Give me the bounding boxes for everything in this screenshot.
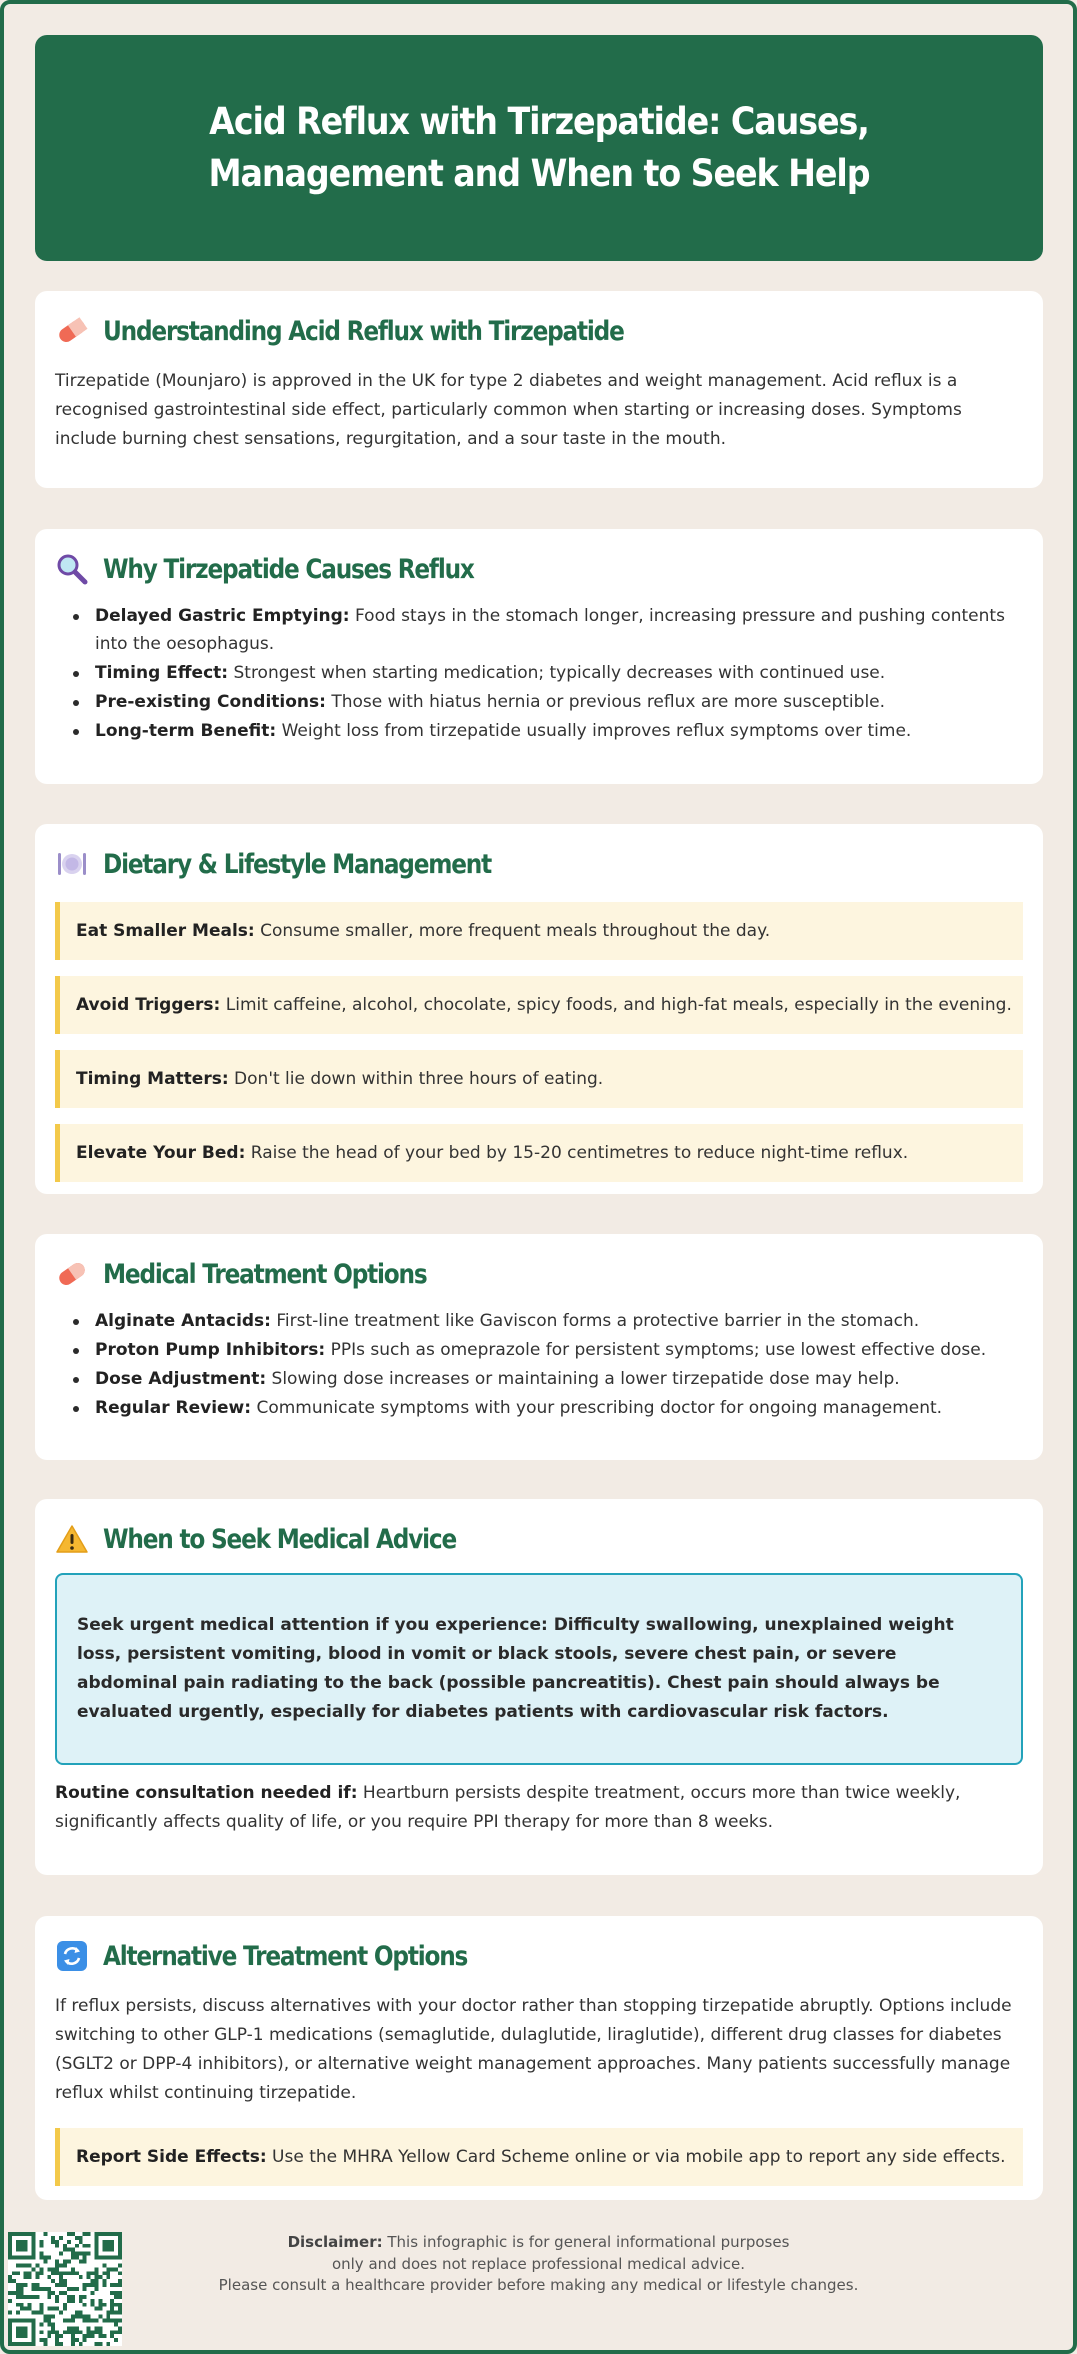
advice-card — [35, 1499, 1043, 1875]
routine-consultation-text — [55, 1779, 1023, 1837]
alternatives-card — [35, 1916, 1043, 2200]
disclaimer-text-1: This infographic is for general informational purposes — [387, 2233, 790, 2251]
item-label: Proton Pump Inhibitors: — [95, 1340, 326, 1360]
causes-list — [55, 603, 1023, 745]
item-text: Slowing dose increases or maintaining a lower tirzepatide dose may help. — [271, 1369, 900, 1389]
list-item — [95, 718, 1023, 746]
list-item — [95, 1366, 1023, 1394]
alternatives-title: Alternative Treatment Options — [103, 1940, 468, 1972]
pill-icon — [55, 314, 89, 348]
tip-label: Eat Smaller Meals: — [76, 921, 255, 941]
report-label: Report Side Effects: — [76, 2147, 267, 2167]
tip-box — [55, 902, 1023, 960]
alternatives-text: If reflux persists, discuss alternatives with your doctor rather than stopping tirzepatide abruptly. Options include switching to other GLP-1 medications (semaglutide, dulaglutide, liraglutide), different drug classes for diabetes (SGLT2 or DPP-4 inhibitors), or alternative weight management approaches. Many patients successfully manage reflux whilst continuing tirzepatide. — [55, 1996, 1012, 2103]
urgent-alert-box: Seek urgent medical attention if you experience: Difficulty swallowing, unexplained weight loss, persistent vomiting, blood in vomit or black stools, severe chest pain, or severe abdominal pain radiating to the back (possible pancreatitis). Chest pain should always be evaluated urgently, especially for diabetes patients with cardiovascular risk factors. — [55, 1573, 1023, 1765]
item-text: First-line treatment like Gaviscon forms a protective barrier in the stomach. — [276, 1311, 920, 1331]
list-item — [95, 603, 1023, 658]
item-label: Timing Effect: — [95, 662, 229, 683]
item-label: Pre-existing Conditions: — [95, 691, 326, 712]
item-text: Food stays in the stomach longer, increasing pressure and pushing contents into the oesophagus. — [95, 606, 1005, 654]
tip-box — [55, 1050, 1023, 1108]
advice-header — [55, 1519, 1023, 1559]
item-text: Communicate symptoms with your prescribing doctor for ongoing management. — [256, 1398, 943, 1418]
treatment-header — [55, 1254, 1023, 1294]
tip-label: Elevate Your Bed: — [76, 1143, 246, 1163]
item-label: Dose Adjustment: — [95, 1369, 267, 1389]
causes-card — [35, 529, 1043, 784]
item-text: Weight loss from tirzepatide usually improves reflux symptoms over time. — [281, 720, 912, 741]
treatment-card — [35, 1234, 1043, 1460]
lifestyle-tips — [55, 902, 1023, 1182]
alternatives-header — [55, 1936, 1023, 1976]
tip-text: Consume smaller, more frequent meals throughout the day. — [260, 921, 771, 941]
understanding-header — [55, 311, 1023, 351]
magnifying-glass-icon — [55, 552, 89, 586]
disclaimer-line-3: Please consult a healthcare provider before making any medical or lifestyle changes. — [218, 2276, 859, 2294]
item-label: Long-term Benefit: — [95, 720, 277, 741]
list-item — [95, 1308, 1023, 1336]
warning-icon — [55, 1522, 89, 1556]
treatment-title: Medical Treatment Options — [103, 1258, 427, 1290]
tip-text: Raise the head of your bed by 15-20 centimetres to reduce night-time reflux. — [250, 1143, 909, 1163]
tip-text: Don't lie down within three hours of eating. — [234, 1069, 604, 1089]
lifestyle-header — [55, 844, 1023, 884]
list-item — [95, 1395, 1023, 1423]
tip-label: Timing Matters: — [76, 1069, 229, 1089]
refresh-arrows-icon — [55, 1939, 89, 1973]
tip-label: Avoid Triggers: — [76, 995, 221, 1015]
item-label: Regular Review: — [95, 1398, 252, 1418]
disclaimer-line-2: only and does not replace professional medical advice. — [331, 2254, 746, 2273]
tip-text: Limit caffeine, alcohol, chocolate, spicy foods, and high-fat meals, especially in the evening. — [225, 995, 1012, 1015]
report-text: Use the MHRA Yellow Card Scheme online or via mobile app to report any side effects. — [272, 2147, 1006, 2167]
list-item — [95, 660, 1023, 688]
list-item — [95, 1337, 1023, 1365]
item-label: Alginate Antacids: — [95, 1311, 271, 1331]
report-side-effects-box — [55, 2128, 1023, 2186]
header-banner — [35, 35, 1043, 261]
understanding-card — [35, 291, 1043, 488]
list-item — [95, 689, 1023, 717]
disclaimer-footer — [0, 2232, 1077, 2297]
routine-label: Routine consultation needed if: — [55, 1783, 358, 1803]
item-text: PPIs such as omeprazole for persistent symptoms; use lowest effective dose. — [330, 1340, 987, 1360]
lifestyle-title: Dietary & Lifestyle Management — [103, 848, 492, 880]
routine-text: Heartburn persists despite treatment, occurs more than twice weekly, significantly affects quality of life, or you require PPI therapy for more than 8 weeks. — [55, 1783, 961, 1832]
causes-title: Why Tirzepatide Causes Reflux — [103, 553, 474, 585]
disclaimer-label: Disclaimer: — [287, 2233, 383, 2251]
item-text: Those with hiatus hernia or previous reflux are more susceptible. — [331, 691, 886, 712]
tip-box — [55, 1124, 1023, 1182]
item-label: Delayed Gastric Emptying: — [95, 606, 350, 626]
advice-title: When to Seek Medical Advice — [103, 1523, 457, 1555]
lifestyle-card — [35, 824, 1043, 1194]
treatment-list — [55, 1308, 1023, 1423]
tip-box — [55, 976, 1023, 1034]
pill-icon — [55, 1257, 89, 1291]
understanding-text: Tirzepatide (Mounjaro) is approved in the UK for type 2 diabetes and weight management. Acid reflux is a recognised gastrointestinal side effect, particularly common when starting or increasing doses. Symptoms include burning chest sensations, regurgitation, and a sour taste in the mouth. — [55, 371, 962, 449]
causes-header — [55, 549, 1023, 589]
plate-cutlery-icon — [55, 847, 89, 881]
disclaimer-line-1 — [0, 2232, 1077, 2254]
understanding-title: Understanding Acid Reflux with Tirzepatide — [103, 315, 624, 347]
page-title: Acid Reflux with Tirzepatide: Causes, Management and When to Seek Help — [208, 100, 870, 195]
item-text: Strongest when starting medication; typically decreases with continued use. — [233, 662, 886, 683]
